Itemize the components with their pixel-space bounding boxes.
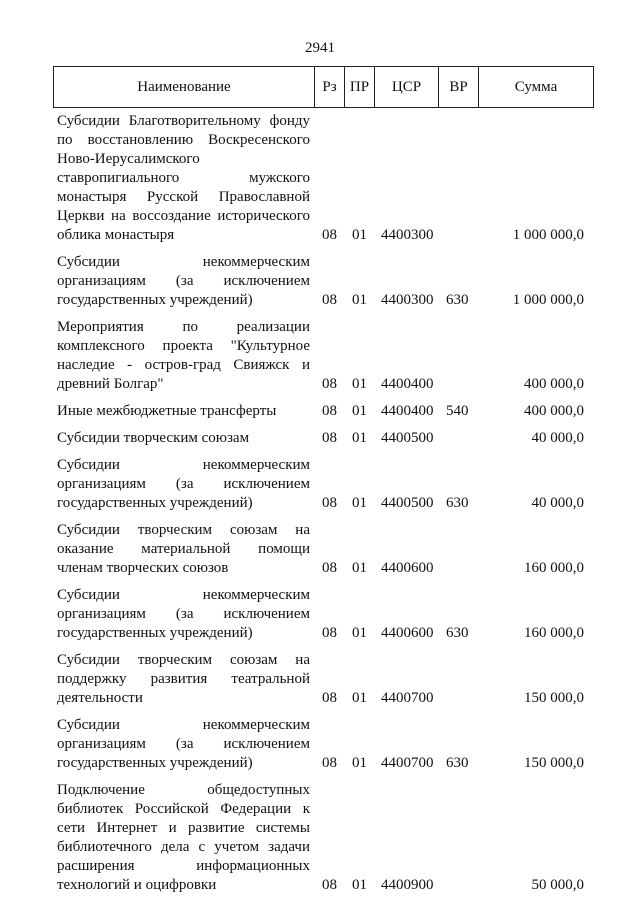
table-row <box>0 517 640 582</box>
row-rz: 08 <box>322 690 337 706</box>
row-vr: 630 <box>446 625 469 641</box>
row-csr: 4400400 <box>381 376 434 392</box>
table-row <box>0 647 640 712</box>
row-pr: 01 <box>352 877 367 893</box>
row-csr: 4400700 <box>381 755 434 771</box>
header-vr: ВР <box>438 67 478 107</box>
row-name: Субсидии некоммерческим организациям (за исключением государственных учреждений) <box>57 717 310 771</box>
row-pr: 01 <box>352 292 367 308</box>
row-sum: 1 000 000,0 <box>512 227 584 243</box>
row-pr: 01 <box>352 625 367 641</box>
row-name: Субсидии Благотворительному фонду по восстановлению Воскресенского Ново-Иерусалимского ставропигиального мужского монастыря Русской Православной Церкви на воссоздание исторического облика монастыря <box>57 113 310 243</box>
row-rz: 08 <box>322 877 337 893</box>
row-name: Подключение общедоступных библиотек Российской Федерации к сети Интернет и развитие системы библиотечного дела с учетом задачи расширения информационных технологий и оцифровки <box>57 782 310 893</box>
row-name: Иные межбюджетные трансферты <box>57 403 277 419</box>
row-csr: 4400400 <box>381 403 434 419</box>
row-csr: 4400300 <box>381 292 434 308</box>
table-row <box>0 712 640 777</box>
row-pr: 01 <box>352 560 367 576</box>
row-pr: 01 <box>352 690 367 706</box>
row-pr: 01 <box>352 403 367 419</box>
header-sum: Сумма <box>478 67 593 107</box>
row-sum: 40 000,0 <box>531 430 584 446</box>
row-pr: 01 <box>352 495 367 511</box>
row-rz: 08 <box>322 403 337 419</box>
table-header <box>53 66 594 108</box>
row-sum: 150 000,0 <box>524 690 584 706</box>
row-rz: 08 <box>322 376 337 392</box>
row-rz: 08 <box>322 495 337 511</box>
row-name: Мероприятия по реализации комплексного проекта "Культурное наследие - остров-град Свияжск и древний Болгар" <box>57 319 310 392</box>
row-pr: 01 <box>352 430 367 446</box>
row-csr: 4400500 <box>381 495 434 511</box>
row-vr: 630 <box>446 755 469 771</box>
row-name: Субсидии некоммерческим организациям (за исключением государственных учреждений) <box>57 254 310 308</box>
table-row <box>0 425 640 452</box>
table-row <box>0 398 640 425</box>
row-csr: 4400600 <box>381 625 434 641</box>
table-row <box>0 249 640 314</box>
header-pr: ПР <box>344 67 374 107</box>
row-sum: 400 000,0 <box>524 403 584 419</box>
table-row <box>0 108 640 249</box>
row-sum: 50 000,0 <box>531 877 584 893</box>
row-rz: 08 <box>322 625 337 641</box>
row-csr: 4400300 <box>381 227 434 243</box>
row-name: Субсидии творческим союзам на поддержку развития театральной деятельности <box>57 652 310 706</box>
row-csr: 4400700 <box>381 690 434 706</box>
row-sum: 160 000,0 <box>524 560 584 576</box>
row-rz: 08 <box>322 227 337 243</box>
row-csr: 4400600 <box>381 560 434 576</box>
row-vr: 630 <box>446 495 469 511</box>
table-row <box>0 314 640 398</box>
row-rz: 08 <box>322 755 337 771</box>
row-pr: 01 <box>352 376 367 392</box>
row-vr: 630 <box>446 292 469 308</box>
page-number: 2941 <box>305 40 335 56</box>
table-body <box>0 108 640 899</box>
row-rz: 08 <box>322 430 337 446</box>
header-rz: Рз <box>314 67 344 107</box>
header-name: Наименование <box>137 79 231 95</box>
row-sum: 160 000,0 <box>524 625 584 641</box>
row-name: Субсидии некоммерческим организациям (за исключением государственных учреждений) <box>57 457 310 511</box>
row-sum: 1 000 000,0 <box>512 292 584 308</box>
table-row <box>0 582 640 647</box>
row-pr: 01 <box>352 755 367 771</box>
row-rz: 08 <box>322 560 337 576</box>
row-csr: 4400500 <box>381 430 434 446</box>
row-sum: 40 000,0 <box>531 495 584 511</box>
table-row <box>0 452 640 517</box>
table-row <box>0 777 640 899</box>
row-csr: 4400900 <box>381 877 434 893</box>
header-csr: ЦСР <box>374 67 438 107</box>
row-name: Субсидии творческим союзам <box>57 430 250 446</box>
row-name: Субсидии творческим союзам на оказание материальной помощи членам творческих союзов <box>57 522 310 576</box>
row-pr: 01 <box>352 227 367 243</box>
row-rz: 08 <box>322 292 337 308</box>
row-name: Субсидии некоммерческим организациям (за исключением государственных учреждений) <box>57 587 310 641</box>
row-sum: 150 000,0 <box>524 755 584 771</box>
row-vr: 540 <box>446 403 469 419</box>
row-sum: 400 000,0 <box>524 376 584 392</box>
